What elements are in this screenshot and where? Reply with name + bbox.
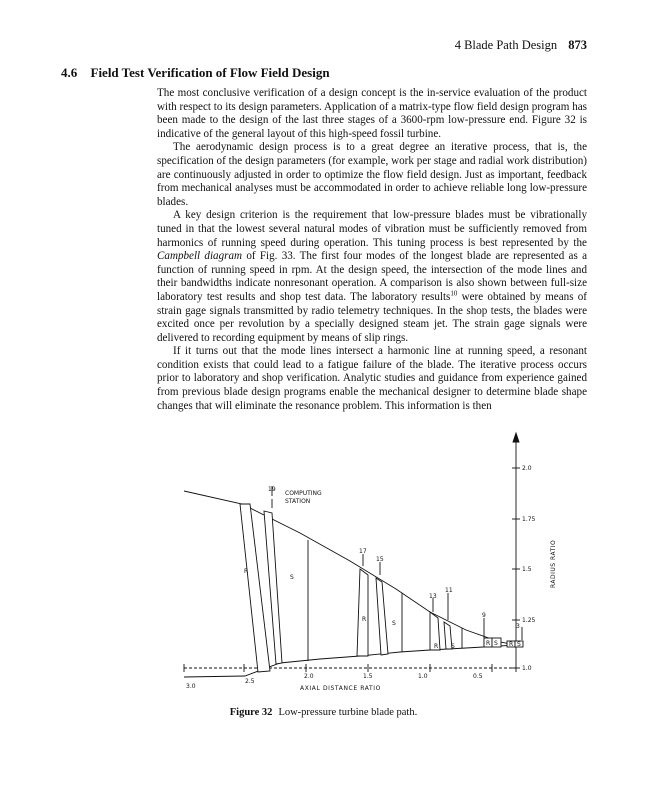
station-number: 15	[376, 556, 384, 563]
row-label-rotor: R	[486, 640, 491, 647]
tip-contour	[184, 491, 516, 645]
station-number: 3	[516, 623, 520, 630]
paragraph-2: The aerodynamic design process is to a great degree an iterative process, that is, the specification of the design parameters (for example, work per stage and radial work distribution) are continuously adjusted in order to optimize the flow field design. Just as important, feedback from mechanical analyses must be accommodated in order to achieve reliable long low-pressure blades.	[157, 141, 587, 208]
figure-caption-label: Figure 32	[229, 707, 273, 718]
y-tick-label: 2.0	[522, 465, 532, 472]
y-tick-label: 1.5	[522, 566, 532, 573]
row-label-rotor: R	[509, 641, 514, 648]
x-tick-label: 1.5	[363, 673, 373, 680]
station-number: 17	[359, 548, 367, 555]
reference-10: 10	[450, 289, 458, 298]
x-tick-label: 2.0	[304, 673, 314, 680]
row-label-stator: S	[392, 620, 396, 627]
section-number: 4.6	[61, 65, 78, 80]
campbell-diagram-term: Campbell diagram	[157, 250, 243, 263]
paragraph-3	[157, 209, 587, 345]
running-head-chapter: 4 Blade Path Design	[454, 38, 558, 52]
station-number: 9	[482, 612, 486, 619]
x-tick-label: 2.5	[245, 678, 255, 685]
radius-axis-arrowhead	[513, 433, 519, 442]
section-heading	[61, 65, 330, 81]
annotation-line-1: COMPUTING	[285, 490, 322, 497]
station-number: 13	[429, 593, 437, 600]
stator-vane-second	[376, 578, 388, 655]
paragraph-4: If it turns out that the mode lines intersect a harmonic line at running speed, a resonant condition exists that could lead to a fatigue failure of the blade. The iterative process occurs prior to laboratory and shop verification. Analytic studies and guidance from experience gained from previous blade design programs enable the mechanical designer to determine blade shape changes that will eliminate the resonance problem. This information is then	[157, 345, 587, 412]
row-label-rotor: R	[362, 616, 367, 623]
row-label-rotor: R	[244, 568, 249, 575]
figure-caption	[0, 707, 647, 718]
x-tick-label: 1.0	[418, 673, 428, 680]
row-label-rotor: R	[434, 643, 439, 650]
page-number: 873	[568, 38, 587, 52]
row-label-stator: S	[451, 643, 455, 650]
paragraph-3-text-c: were obtained by means of strain gage signals transmitted by radio telemetry techniques. In the shop tests, the blades were excited once per revolution by a specially designed steam jet. The strain gage signals were delivered to recording equipment by means of slip rings.	[157, 290, 587, 344]
y-tick-label: 1.0	[522, 665, 532, 672]
paragraph-3-text-b: of Fig. 33. The first four modes of the longest blade are represented as a function of running speed in rpm. At the design speed, the intersection of the mode lines and their bandwidths indicate nonresonant operation. A comparison is also shown between full-size laboratory test results and shop test data. The laboratory results	[157, 250, 588, 303]
y-tick-label: 1.75	[522, 516, 536, 523]
y-tick-label: 1.25	[522, 617, 536, 624]
figure-caption-text: Low-pressure turbine blade path.	[278, 707, 418, 718]
row-label-stator: S	[290, 574, 294, 581]
x-tick-label: 3.0	[186, 683, 196, 690]
x-tick-label: 0.5	[473, 673, 483, 680]
row-label-stator: S	[517, 641, 521, 648]
paragraph-3-text-a: A key design criterion is the requirement that low-pressure blades must be vibrationally tuned in that the lowest several natural modes of vibration must be sufficiently removed from harmonics of running speed during operation. This tuning process is best represented by the	[157, 209, 587, 249]
annotation-line-2: STATION	[285, 498, 311, 505]
rotor-blade-second	[357, 569, 368, 656]
hub-contour	[184, 645, 516, 677]
station-number: 11	[445, 587, 453, 594]
y-axis-label: RADIUS RATIO	[550, 539, 557, 588]
blade-path-drawing	[184, 433, 523, 677]
blade-path-figure	[0, 430, 647, 700]
row-label-stator: S	[494, 640, 498, 647]
station-number: 19	[268, 486, 276, 493]
paragraph-1: The most conclusive verification of a design concept is the in-service evaluation of the product with respect to its design parameters. Application of a matrix-type flow field design program has been made to the design of the last three stages of a 3600-rpm low-pressure end. Figure 32 is indicative of the general layout of this high-speed fossil turbine.	[157, 87, 587, 140]
x-axis-label: AXIAL DISTANCE RATIO	[300, 685, 381, 692]
running-head	[455, 38, 587, 53]
body-text	[157, 87, 587, 413]
section-title: Field Test Verification of Flow Field Design	[90, 65, 330, 80]
